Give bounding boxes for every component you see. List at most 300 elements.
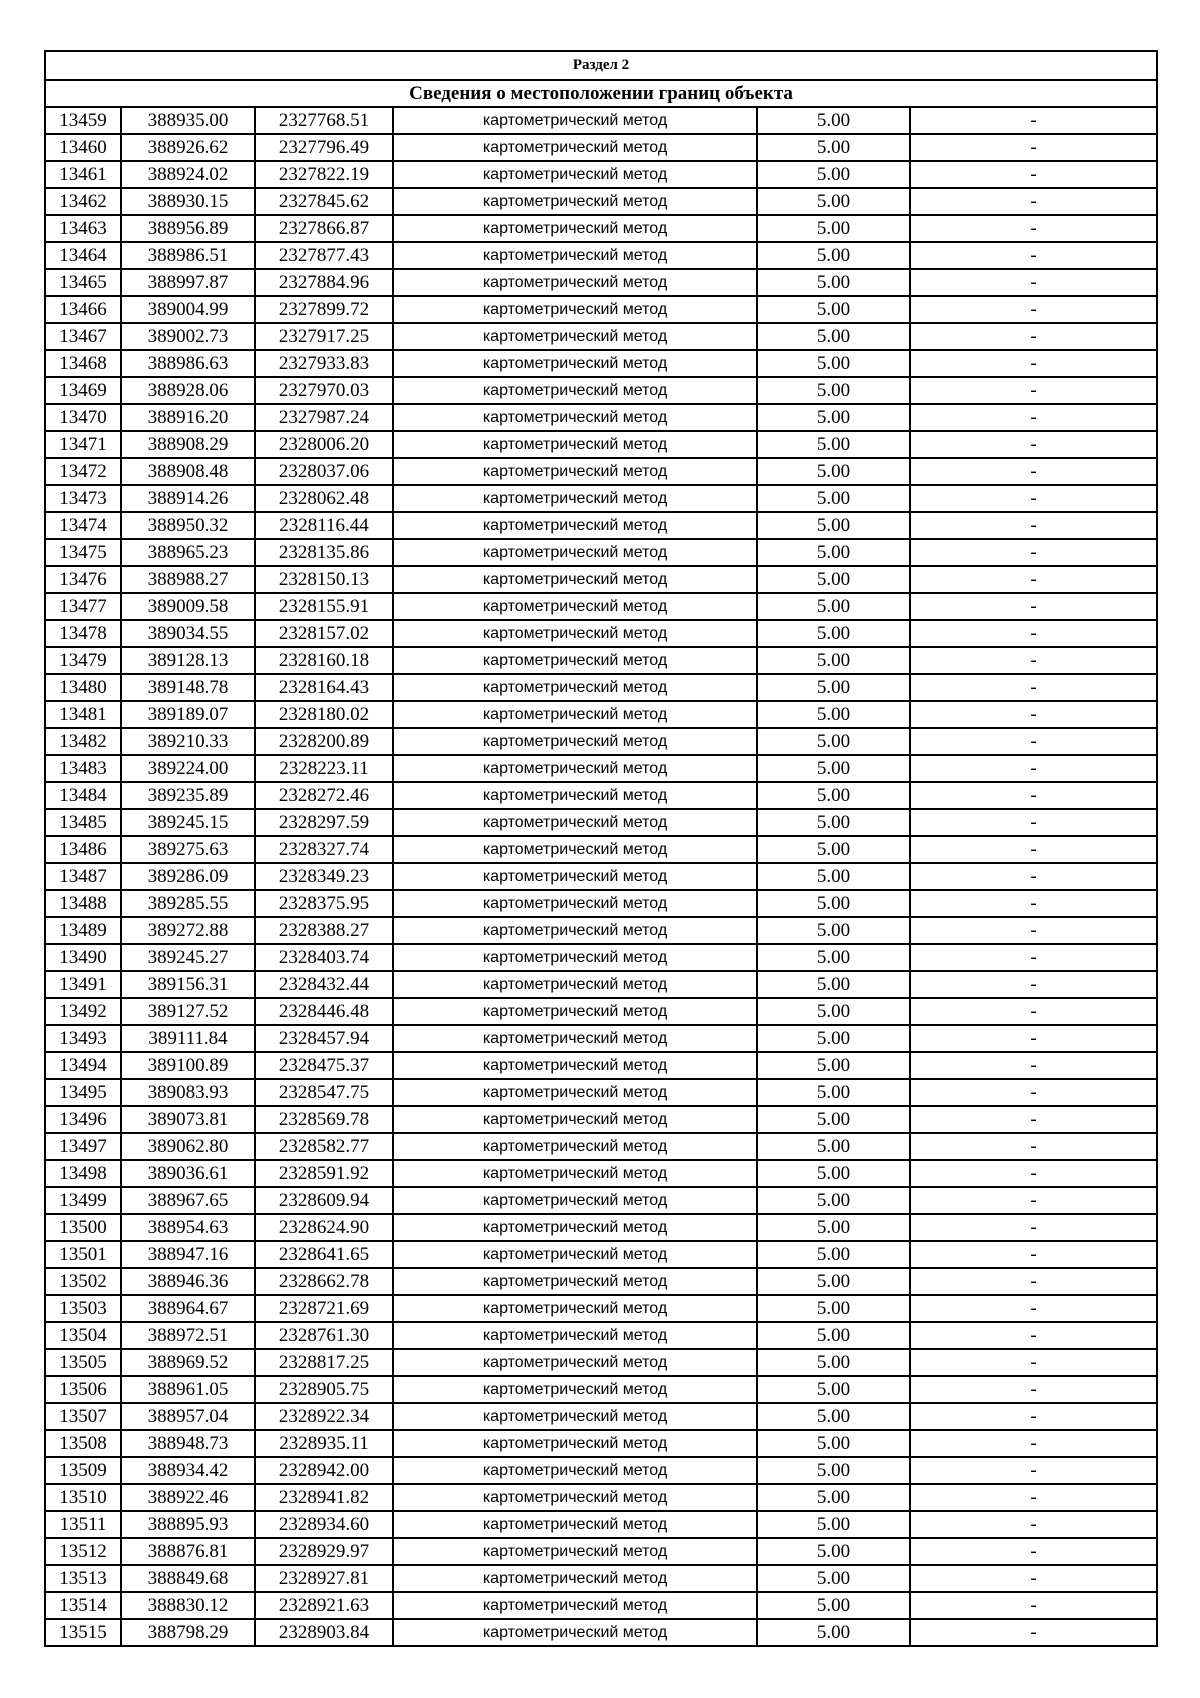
table-row: [45, 1430, 1157, 1457]
accuracy-cell: 5.00: [757, 458, 910, 485]
point-number-cell: 13497: [45, 1133, 121, 1160]
point-number-cell: 13490: [45, 944, 121, 971]
description-cell: -: [910, 323, 1157, 350]
method-cell: картометрический метод: [393, 269, 757, 296]
description-cell: -: [910, 1457, 1157, 1484]
x-coordinate-cell: 389275.63: [121, 836, 255, 863]
y-coordinate-cell: 2328922.34: [255, 1403, 393, 1430]
accuracy-cell: 5.00: [757, 1241, 910, 1268]
accuracy-cell: 5.00: [757, 998, 910, 1025]
accuracy-cell: 5.00: [757, 1322, 910, 1349]
y-coordinate-cell: 2328582.77: [255, 1133, 393, 1160]
y-coordinate-cell: 2328624.90: [255, 1214, 393, 1241]
accuracy-cell: 5.00: [757, 863, 910, 890]
description-cell: -: [910, 728, 1157, 755]
table-row: [45, 1349, 1157, 1376]
x-coordinate-cell: 389111.84: [121, 1025, 255, 1052]
y-coordinate-cell: 2328927.81: [255, 1565, 393, 1592]
description-cell: -: [910, 1295, 1157, 1322]
method-cell: картометрический метод: [393, 161, 757, 188]
y-coordinate-cell: 2327933.83: [255, 350, 393, 377]
table-row: [45, 296, 1157, 323]
y-coordinate-cell: 2328446.48: [255, 998, 393, 1025]
x-coordinate-cell: 389272.88: [121, 917, 255, 944]
x-coordinate-cell: 388948.73: [121, 1430, 255, 1457]
point-number-cell: 13481: [45, 701, 121, 728]
x-coordinate-cell: 388997.87: [121, 269, 255, 296]
point-number-cell: 13473: [45, 485, 121, 512]
method-cell: картометрический метод: [393, 917, 757, 944]
table-row: [45, 512, 1157, 539]
method-cell: картометрический метод: [393, 1295, 757, 1322]
method-cell: картометрический метод: [393, 1187, 757, 1214]
y-coordinate-cell: 2328457.94: [255, 1025, 393, 1052]
method-cell: картометрический метод: [393, 1052, 757, 1079]
point-number-cell: 13514: [45, 1592, 121, 1619]
point-number-cell: 13482: [45, 728, 121, 755]
description-cell: -: [910, 485, 1157, 512]
point-number-cell: 13466: [45, 296, 121, 323]
accuracy-cell: 5.00: [757, 161, 910, 188]
accuracy-cell: 5.00: [757, 242, 910, 269]
accuracy-cell: 5.00: [757, 1538, 910, 1565]
accuracy-cell: 5.00: [757, 1565, 910, 1592]
point-number-cell: 13502: [45, 1268, 121, 1295]
y-coordinate-cell: 2328200.89: [255, 728, 393, 755]
y-coordinate-cell: 2327866.87: [255, 215, 393, 242]
accuracy-cell: 5.00: [757, 1430, 910, 1457]
description-cell: -: [910, 296, 1157, 323]
description-cell: -: [910, 755, 1157, 782]
x-coordinate-cell: 389245.27: [121, 944, 255, 971]
accuracy-cell: 5.00: [757, 323, 910, 350]
description-cell: -: [910, 1592, 1157, 1619]
description-cell: -: [910, 1106, 1157, 1133]
table-row: [45, 350, 1157, 377]
y-coordinate-cell: 2328432.44: [255, 971, 393, 998]
table-row: [45, 593, 1157, 620]
table-row: [45, 809, 1157, 836]
x-coordinate-cell: 389002.73: [121, 323, 255, 350]
y-coordinate-cell: 2328609.94: [255, 1187, 393, 1214]
method-cell: картометрический метод: [393, 674, 757, 701]
method-cell: картометрический метод: [393, 1565, 757, 1592]
table-row: [45, 728, 1157, 755]
y-coordinate-cell: 2328157.02: [255, 620, 393, 647]
table-row: [45, 1241, 1157, 1268]
description-cell: -: [910, 1484, 1157, 1511]
method-cell: картометрический метод: [393, 863, 757, 890]
accuracy-cell: 5.00: [757, 539, 910, 566]
table-row: [45, 917, 1157, 944]
accuracy-cell: 5.00: [757, 944, 910, 971]
point-number-cell: 13463: [45, 215, 121, 242]
table-row: [45, 674, 1157, 701]
y-coordinate-cell: 2327877.43: [255, 242, 393, 269]
table-row: [45, 404, 1157, 431]
x-coordinate-cell: 389285.55: [121, 890, 255, 917]
x-coordinate-cell: 388930.15: [121, 188, 255, 215]
table-row: [45, 1187, 1157, 1214]
accuracy-cell: 5.00: [757, 296, 910, 323]
method-cell: картометрический метод: [393, 836, 757, 863]
description-cell: -: [910, 377, 1157, 404]
accuracy-cell: 5.00: [757, 1619, 910, 1646]
y-coordinate-cell: 2328155.91: [255, 593, 393, 620]
accuracy-cell: 5.00: [757, 215, 910, 242]
description-cell: -: [910, 431, 1157, 458]
point-number-cell: 13510: [45, 1484, 121, 1511]
table-row: [45, 539, 1157, 566]
point-number-cell: 13483: [45, 755, 121, 782]
point-number-cell: 13459: [45, 107, 121, 134]
y-coordinate-cell: 2327970.03: [255, 377, 393, 404]
table-row: [45, 323, 1157, 350]
y-coordinate-cell: 2328327.74: [255, 836, 393, 863]
y-coordinate-cell: 2328641.65: [255, 1241, 393, 1268]
y-coordinate-cell: 2328388.27: [255, 917, 393, 944]
table-row: [45, 431, 1157, 458]
table-row: [45, 1268, 1157, 1295]
table-row: [45, 620, 1157, 647]
x-coordinate-cell: 388946.36: [121, 1268, 255, 1295]
description-cell: -: [910, 1538, 1157, 1565]
accuracy-cell: 5.00: [757, 1079, 910, 1106]
method-cell: картометрический метод: [393, 1457, 757, 1484]
accuracy-cell: 5.00: [757, 566, 910, 593]
table-row: [45, 1484, 1157, 1511]
accuracy-cell: 5.00: [757, 269, 910, 296]
accuracy-cell: 5.00: [757, 620, 910, 647]
method-cell: картометрический метод: [393, 539, 757, 566]
method-cell: картометрический метод: [393, 620, 757, 647]
x-coordinate-cell: 388908.48: [121, 458, 255, 485]
method-cell: картометрический метод: [393, 971, 757, 998]
y-coordinate-cell: 2327987.24: [255, 404, 393, 431]
accuracy-cell: 5.00: [757, 701, 910, 728]
point-number-cell: 13499: [45, 1187, 121, 1214]
method-cell: картометрический метод: [393, 1322, 757, 1349]
accuracy-cell: 5.00: [757, 728, 910, 755]
point-number-cell: 13479: [45, 647, 121, 674]
y-coordinate-cell: 2328761.30: [255, 1322, 393, 1349]
y-coordinate-cell: 2328662.78: [255, 1268, 393, 1295]
description-cell: -: [910, 1349, 1157, 1376]
accuracy-cell: 5.00: [757, 1025, 910, 1052]
description-cell: -: [910, 1268, 1157, 1295]
description-cell: -: [910, 512, 1157, 539]
x-coordinate-cell: 389009.58: [121, 593, 255, 620]
description-cell: -: [910, 458, 1157, 485]
accuracy-cell: 5.00: [757, 1052, 910, 1079]
y-coordinate-cell: 2328475.37: [255, 1052, 393, 1079]
table-row: [45, 161, 1157, 188]
table-row: [45, 1619, 1157, 1646]
table-row: [45, 1538, 1157, 1565]
table-row: [45, 782, 1157, 809]
table-row: [45, 377, 1157, 404]
point-number-cell: 13488: [45, 890, 121, 917]
description-cell: -: [910, 134, 1157, 161]
accuracy-cell: 5.00: [757, 782, 910, 809]
description-cell: -: [910, 917, 1157, 944]
x-coordinate-cell: 388947.16: [121, 1241, 255, 1268]
y-coordinate-cell: 2328403.74: [255, 944, 393, 971]
method-cell: картометрический метод: [393, 1106, 757, 1133]
y-coordinate-cell: 2328817.25: [255, 1349, 393, 1376]
point-number-cell: 13496: [45, 1106, 121, 1133]
section-title: Сведения о местоположении границ объекта: [45, 80, 1157, 107]
table-row: [45, 1052, 1157, 1079]
x-coordinate-cell: 388954.63: [121, 1214, 255, 1241]
description-cell: -: [910, 242, 1157, 269]
point-number-cell: 13489: [45, 917, 121, 944]
x-coordinate-cell: 388908.29: [121, 431, 255, 458]
x-coordinate-cell: 388986.51: [121, 242, 255, 269]
description-cell: -: [910, 404, 1157, 431]
point-number-cell: 13471: [45, 431, 121, 458]
table-row: [45, 485, 1157, 512]
accuracy-cell: 5.00: [757, 1592, 910, 1619]
description-cell: -: [910, 1052, 1157, 1079]
table-row: [45, 1322, 1157, 1349]
description-cell: -: [910, 1430, 1157, 1457]
point-number-cell: 13503: [45, 1295, 121, 1322]
x-coordinate-cell: 388916.20: [121, 404, 255, 431]
point-number-cell: 13462: [45, 188, 121, 215]
y-coordinate-cell: 2328905.75: [255, 1376, 393, 1403]
point-number-cell: 13477: [45, 593, 121, 620]
method-cell: картометрический метод: [393, 404, 757, 431]
method-cell: картометрический метод: [393, 701, 757, 728]
y-coordinate-cell: 2327917.25: [255, 323, 393, 350]
description-cell: -: [910, 1133, 1157, 1160]
method-cell: картометрический метод: [393, 998, 757, 1025]
x-coordinate-cell: 388876.81: [121, 1538, 255, 1565]
table-row: [45, 1457, 1157, 1484]
description-cell: -: [910, 1511, 1157, 1538]
method-cell: картометрический метод: [393, 593, 757, 620]
x-coordinate-cell: 388956.89: [121, 215, 255, 242]
y-coordinate-cell: 2328921.63: [255, 1592, 393, 1619]
y-coordinate-cell: 2328935.11: [255, 1430, 393, 1457]
x-coordinate-cell: 389210.33: [121, 728, 255, 755]
x-coordinate-cell: 388969.52: [121, 1349, 255, 1376]
accuracy-cell: 5.00: [757, 404, 910, 431]
method-cell: картометрический метод: [393, 647, 757, 674]
method-cell: картометрический метод: [393, 1079, 757, 1106]
table-row: [45, 242, 1157, 269]
table-row: [45, 269, 1157, 296]
point-number-cell: 13493: [45, 1025, 121, 1052]
x-coordinate-cell: 388914.26: [121, 485, 255, 512]
method-cell: картометрический метод: [393, 1376, 757, 1403]
table-row: [45, 1106, 1157, 1133]
description-cell: -: [910, 566, 1157, 593]
description-cell: -: [910, 539, 1157, 566]
point-number-cell: 13501: [45, 1241, 121, 1268]
x-coordinate-cell: 389224.00: [121, 755, 255, 782]
x-coordinate-cell: 388849.68: [121, 1565, 255, 1592]
y-coordinate-cell: 2328941.82: [255, 1484, 393, 1511]
accuracy-cell: 5.00: [757, 755, 910, 782]
table-row: [45, 701, 1157, 728]
method-cell: картометрический метод: [393, 1025, 757, 1052]
x-coordinate-cell: 388972.51: [121, 1322, 255, 1349]
table-row: [45, 1079, 1157, 1106]
description-cell: -: [910, 647, 1157, 674]
accuracy-cell: 5.00: [757, 674, 910, 701]
method-cell: картометрический метод: [393, 1484, 757, 1511]
point-number-cell: 13476: [45, 566, 121, 593]
point-number-cell: 13506: [45, 1376, 121, 1403]
accuracy-cell: 5.00: [757, 1295, 910, 1322]
x-coordinate-cell: 389073.81: [121, 1106, 255, 1133]
point-number-cell: 13470: [45, 404, 121, 431]
accuracy-cell: 5.00: [757, 836, 910, 863]
table-row: [45, 1160, 1157, 1187]
description-cell: -: [910, 1241, 1157, 1268]
table-row: [45, 836, 1157, 863]
table-row: [45, 1214, 1157, 1241]
accuracy-cell: 5.00: [757, 1403, 910, 1430]
x-coordinate-cell: 388924.02: [121, 161, 255, 188]
y-coordinate-cell: 2328569.78: [255, 1106, 393, 1133]
table-row: [45, 1133, 1157, 1160]
y-coordinate-cell: 2328903.84: [255, 1619, 393, 1646]
point-number-cell: 13498: [45, 1160, 121, 1187]
x-coordinate-cell: 389189.07: [121, 701, 255, 728]
description-cell: -: [910, 1025, 1157, 1052]
method-cell: картометрический метод: [393, 377, 757, 404]
method-cell: картометрический метод: [393, 134, 757, 161]
table-row: [45, 971, 1157, 998]
table-row: [45, 863, 1157, 890]
x-coordinate-cell: 388964.67: [121, 1295, 255, 1322]
description-cell: -: [910, 1619, 1157, 1646]
description-cell: -: [910, 1214, 1157, 1241]
y-coordinate-cell: 2327899.72: [255, 296, 393, 323]
x-coordinate-cell: 388986.63: [121, 350, 255, 377]
x-coordinate-cell: 388895.93: [121, 1511, 255, 1538]
table-row: [45, 134, 1157, 161]
x-coordinate-cell: 389286.09: [121, 863, 255, 890]
method-cell: картометрический метод: [393, 1592, 757, 1619]
y-coordinate-cell: 2328272.46: [255, 782, 393, 809]
description-cell: -: [910, 1160, 1157, 1187]
x-coordinate-cell: 388967.65: [121, 1187, 255, 1214]
method-cell: картометрический метод: [393, 188, 757, 215]
description-cell: -: [910, 701, 1157, 728]
point-number-cell: 13512: [45, 1538, 121, 1565]
accuracy-cell: 5.00: [757, 1268, 910, 1295]
method-cell: картометрический метод: [393, 782, 757, 809]
method-cell: картометрический метод: [393, 242, 757, 269]
description-cell: -: [910, 944, 1157, 971]
point-number-cell: 13500: [45, 1214, 121, 1241]
x-coordinate-cell: 389128.13: [121, 647, 255, 674]
table-row: [45, 107, 1157, 134]
table-row: [45, 458, 1157, 485]
point-number-cell: 13494: [45, 1052, 121, 1079]
accuracy-cell: 5.00: [757, 377, 910, 404]
x-coordinate-cell: 388988.27: [121, 566, 255, 593]
x-coordinate-cell: 388830.12: [121, 1592, 255, 1619]
y-coordinate-cell: 2328180.02: [255, 701, 393, 728]
x-coordinate-cell: 388950.32: [121, 512, 255, 539]
accuracy-cell: 5.00: [757, 350, 910, 377]
section-header-row: [45, 51, 1157, 80]
x-coordinate-cell: 388798.29: [121, 1619, 255, 1646]
y-coordinate-cell: 2328591.92: [255, 1160, 393, 1187]
method-cell: картометрический метод: [393, 890, 757, 917]
description-cell: -: [910, 593, 1157, 620]
point-number-cell: 13467: [45, 323, 121, 350]
accuracy-cell: 5.00: [757, 1484, 910, 1511]
accuracy-cell: 5.00: [757, 485, 910, 512]
y-coordinate-cell: 2328721.69: [255, 1295, 393, 1322]
x-coordinate-cell: 389062.80: [121, 1133, 255, 1160]
accuracy-cell: 5.00: [757, 809, 910, 836]
description-cell: -: [910, 1187, 1157, 1214]
description-cell: -: [910, 998, 1157, 1025]
method-cell: картометрический метод: [393, 215, 757, 242]
x-coordinate-cell: 388934.42: [121, 1457, 255, 1484]
point-number-cell: 13513: [45, 1565, 121, 1592]
description-cell: -: [910, 350, 1157, 377]
method-cell: картометрический метод: [393, 1430, 757, 1457]
accuracy-cell: 5.00: [757, 971, 910, 998]
method-cell: картометрический метод: [393, 1268, 757, 1295]
table-row: [45, 647, 1157, 674]
point-number-cell: 13486: [45, 836, 121, 863]
x-coordinate-cell: 388926.62: [121, 134, 255, 161]
table-row: [45, 998, 1157, 1025]
table-row: [45, 188, 1157, 215]
y-coordinate-cell: 2328150.13: [255, 566, 393, 593]
method-cell: картометрический метод: [393, 107, 757, 134]
description-cell: -: [910, 782, 1157, 809]
point-number-cell: 13495: [45, 1079, 121, 1106]
point-number-cell: 13507: [45, 1403, 121, 1430]
section-title-row: [45, 80, 1157, 107]
y-coordinate-cell: 2328062.48: [255, 485, 393, 512]
y-coordinate-cell: 2327768.51: [255, 107, 393, 134]
point-number-cell: 13491: [45, 971, 121, 998]
accuracy-cell: 5.00: [757, 431, 910, 458]
x-coordinate-cell: 389127.52: [121, 998, 255, 1025]
method-cell: картометрический метод: [393, 485, 757, 512]
description-cell: -: [910, 809, 1157, 836]
point-number-cell: 13478: [45, 620, 121, 647]
y-coordinate-cell: 2328037.06: [255, 458, 393, 485]
table-row: [45, 566, 1157, 593]
x-coordinate-cell: 389100.89: [121, 1052, 255, 1079]
description-cell: -: [910, 620, 1157, 647]
accuracy-cell: 5.00: [757, 593, 910, 620]
accuracy-cell: 5.00: [757, 1511, 910, 1538]
point-number-cell: 13461: [45, 161, 121, 188]
accuracy-cell: 5.00: [757, 1457, 910, 1484]
point-number-cell: 13511: [45, 1511, 121, 1538]
x-coordinate-cell: 389245.15: [121, 809, 255, 836]
description-cell: -: [910, 863, 1157, 890]
method-cell: картометрический метод: [393, 1349, 757, 1376]
method-cell: картометрический метод: [393, 431, 757, 458]
point-number-cell: 13484: [45, 782, 121, 809]
point-number-cell: 13472: [45, 458, 121, 485]
table-row: [45, 890, 1157, 917]
